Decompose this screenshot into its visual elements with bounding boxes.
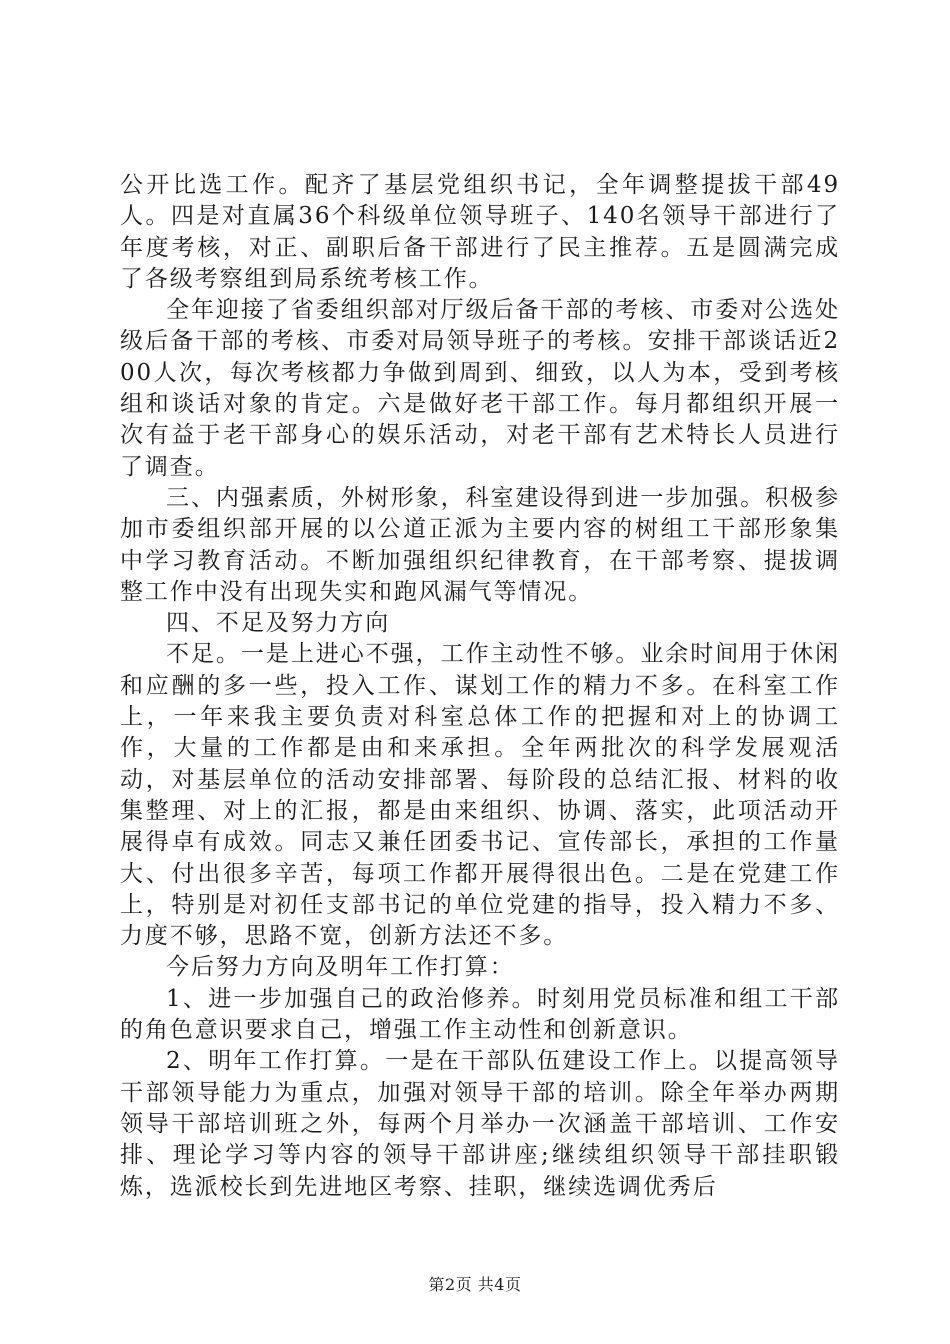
paragraph-3: 三、内强素质，外树形象，科室建设得到进一步加强。积极参加市委组织部开展的以公道正派为主要内容的树组工干部形象集中学习教育活动。不断加强组织纪律教育，在干部考察、提拔调整工作中没有出现失实和跑风漏气等情况。 (120, 484, 840, 605)
page-number-footer: 第2页 共4页 (428, 1275, 522, 1294)
section-heading-shortcomings: 四、不足及努力方向 (166, 610, 391, 637)
document-body (120, 170, 840, 1203)
paragraph-1: 公开比选工作。配齐了基层党组织书记，全年调整提拔干部49人。四是对直属36个科级单位领导班子、140名领导干部进行了年度考核，对正、副职后备干部进行了民主推荐。五是圆满完成了各级考察组到局系统考核工作。 (120, 172, 840, 292)
list-item-1: 1、进一步加强自己的政治修养。时刻用党员标准和组工干部的角色意识要求自己，增强工作主动性和创新意识。 (120, 985, 840, 1044)
paragraph-2: 全年迎接了省委组织部对厅级后备干部的考核、市委对公选处级后备干部的考核、市委对局领导班子的考核。安排干部谈话近200人次，每次考核都力争做到周到、细致，以人为本，受到考核组和谈话对象的肯定。六是做好老干部工作。每月都组织开展一次有益于老干部身心的娱乐活动，对老干部有艺术特长人员进行了调查。 (120, 297, 840, 480)
paragraph-shortcomings: 不足。一是上进心不强，工作主动性不够。业余时间用于休闲和应酬的多一些，投入工作、谋划工作的精力不多。在科室工作上，一年来我主要负责对科室总体工作的把握和对上的协调工作，大量的工作都是由和来承担。全年两批次的科学发展观活动，对基层单位的活动安排部署、每阶段的总结汇报、材料的收集整理、对上的汇报，都是由来组织、协调、落实，此项活动开展得卓有成效。同志又兼任团委书记、宣传部长，承担的工作量大、付出很多辛苦，每项工作都开展得很出色。二是在党建工作上，特别是对初任支部书记的单位党建的指导，投入精力不多、力度不够，思路不宽，创新方法还不多。 (120, 641, 840, 950)
list-item-2: 2、明年工作打算。一是在干部队伍建设工作上。以提高领导干部领导能力为重点，加强对领导干部的培训。除全年举办两期领导干部培训班之外，每两个月举办一次涵盖干部培训、工作安排、理论学习等内容的领导干部讲座;继续组织领导干部挂职锻炼，选派校长到先进地区考察、挂职，继续选调优秀后 (120, 1048, 840, 1200)
section-heading-future-plans: 今后努力方向及明年工作打算： (166, 954, 515, 981)
